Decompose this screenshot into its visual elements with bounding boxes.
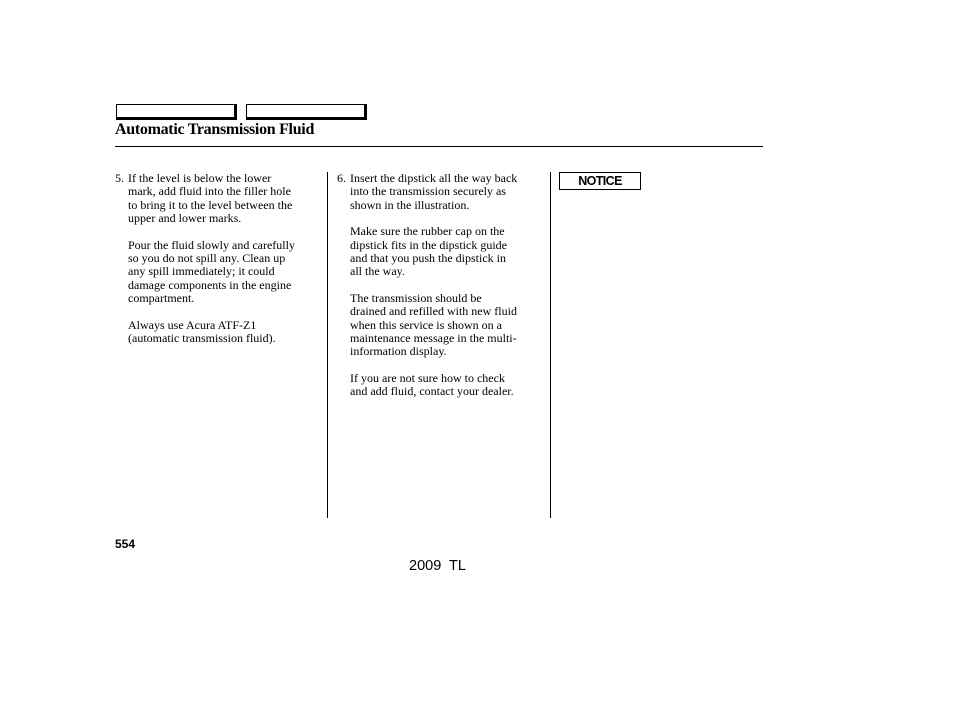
nav-button-previous[interactable]: [116, 104, 237, 120]
title-rule: [115, 146, 763, 147]
notice-label: NOTICE: [559, 172, 641, 190]
column-2: [337, 172, 545, 399]
step-5: [115, 172, 320, 226]
step-number: 6.: [337, 171, 346, 185]
page-number: 554: [115, 537, 136, 551]
paragraph: Always use Acura ATF-Z1 (automatic transmission fluid).: [128, 317, 276, 346]
column-divider: [550, 172, 551, 518]
paragraph: If you are not sure how to check and add fluid, contact your dealer.: [350, 370, 514, 399]
column-1: [115, 172, 320, 345]
step-text: If the level is below the lower mark, add fluid into the filler hole to bring it to the level between the upper and lower marks.: [128, 171, 293, 226]
nav-button-next[interactable]: [246, 104, 367, 120]
column-divider: [327, 172, 328, 518]
section-title: Automatic Transmission Fluid: [115, 121, 315, 138]
step-6: [337, 172, 545, 212]
paragraph: The transmission should be drained and refilled with new fluid when this service is shown on a maintenance message in the multi- information display.: [350, 290, 517, 359]
paragraph: Make sure the rubber cap on the dipstick fits in the dipstick guide and that you push the dipstick in all the way.: [350, 224, 507, 279]
paragraph: Pour the fluid slowly and carefully so you do not spill any. Clean up any spill immediately; it could damage components in the engine compartment.: [128, 237, 295, 306]
step-number: 5.: [115, 171, 124, 185]
footer-model: 2009 TL: [409, 558, 466, 574]
step-text: Insert the dipstick all the way back into the transmission securely as shown in the illustration.: [350, 171, 518, 212]
